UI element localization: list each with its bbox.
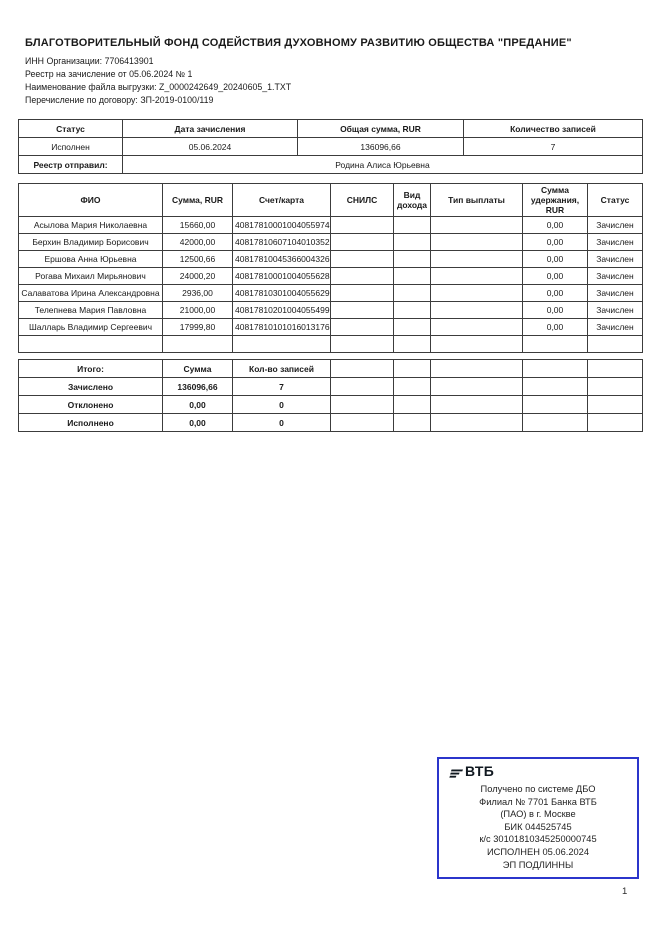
inn-line: ИНН Организации: 7706413901 (25, 56, 154, 66)
document-info-block (25, 55, 642, 107)
contract-line: Перечисление по договору: ЗП-2019-0100/119 (25, 95, 214, 105)
empty-cell (588, 336, 643, 353)
withholding-cell: 0,00 (523, 217, 588, 234)
withholding-cell: 0,00 (523, 319, 588, 336)
payout-type-cell (431, 268, 523, 285)
amount-cell: 17999,80 (163, 319, 233, 336)
register-header-withholding: Сумма удержания, RUR (523, 184, 588, 217)
status-cell: Зачислен (588, 302, 643, 319)
snils-cell (331, 302, 394, 319)
income-type-cell (394, 268, 431, 285)
empty-cell (331, 414, 394, 432)
fio-cell: Салаватова Ирина Александровна (19, 285, 163, 302)
register-row (19, 319, 643, 336)
empty-cell (523, 378, 588, 396)
empty-cell (523, 336, 588, 353)
empty-cell (163, 336, 233, 353)
withholding-cell: 0,00 (523, 285, 588, 302)
register-row (19, 285, 643, 302)
empty-cell (394, 414, 431, 432)
stamp-line-city: (ПАО) в г. Москве (500, 809, 576, 820)
register-row (19, 302, 643, 319)
vtb-bank-stamp (437, 757, 639, 879)
status-cell: Зачислен (588, 319, 643, 336)
amount-cell: 21000,00 (163, 302, 233, 319)
vtb-logo (448, 764, 633, 781)
totals-table (18, 359, 643, 432)
totals-row-rejected (19, 396, 643, 414)
totals-label: Отклонено (19, 396, 163, 414)
account-cell: 40817810201004055499 (233, 302, 331, 319)
summary-status-value: Исполнен (19, 138, 123, 156)
stamp-line-bik: БИК 044525745 (504, 821, 572, 832)
empty-cell (588, 414, 643, 432)
payout-type-cell (431, 285, 523, 302)
stamp-line-signature: ЭП ПОДЛИННЫ (502, 859, 574, 870)
payout-type-cell (431, 217, 523, 234)
stamp-line-corr-account: к/с 30101810345250000745 (479, 834, 597, 845)
summary-header-total-sum: Общая сумма, RUR (298, 120, 464, 138)
empty-cell (394, 396, 431, 414)
totals-amount: 0,00 (163, 396, 233, 414)
payout-type-cell (431, 251, 523, 268)
totals-header-label: Итого: (19, 360, 163, 378)
register-header-payout-type: Тип выплаты (431, 184, 523, 217)
empty-cell (331, 378, 394, 396)
totals-count: 0 (233, 396, 331, 414)
totals-count: 0 (233, 414, 331, 432)
withholding-cell: 0,00 (523, 302, 588, 319)
totals-header-amount: Сумма (163, 360, 233, 378)
status-cell: Зачислен (588, 234, 643, 251)
fio-cell: Телепнева Мария Павловна (19, 302, 163, 319)
empty-cell (331, 336, 394, 353)
register-table (18, 183, 643, 353)
amount-cell: 24000,20 (163, 268, 233, 285)
totals-count: 7 (233, 378, 331, 396)
summary-sender-label: Реестр отправил: (19, 156, 123, 174)
income-type-cell (394, 285, 431, 302)
payout-type-cell (431, 319, 523, 336)
summary-record-count-value: 7 (464, 138, 643, 156)
account-cell: 40817810045366004326 (233, 251, 331, 268)
income-type-cell (394, 217, 431, 234)
register-header-row (19, 184, 643, 217)
summary-header-status: Статус (19, 120, 123, 138)
empty-cell (431, 360, 523, 378)
totals-row-credited (19, 378, 643, 396)
registry-line: Реестр на зачисление от 05.06.2024 № 1 (25, 69, 193, 79)
summary-date-value: 05.06.2024 (123, 138, 298, 156)
stamp-line-branch: Филиал № 7701 Банка ВТБ (479, 796, 597, 807)
payout-type-cell (431, 234, 523, 251)
register-header-income-type: Вид дохода (394, 184, 431, 217)
register-header-amount: Сумма, RUR (163, 184, 233, 217)
register-header-status: Статус (588, 184, 643, 217)
empty-cell (394, 360, 431, 378)
summary-value-row (19, 138, 643, 156)
account-cell: 40817810101016013176 (233, 319, 331, 336)
income-type-cell (394, 234, 431, 251)
empty-cell (523, 414, 588, 432)
account-cell: 40817810001004055974 (233, 217, 331, 234)
totals-amount: 136096,66 (163, 378, 233, 396)
register-header-account: Счет/карта (233, 184, 331, 217)
status-cell: Зачислен (588, 251, 643, 268)
withholding-cell: 0,00 (523, 251, 588, 268)
stamp-text-block (443, 783, 633, 871)
snils-cell (331, 285, 394, 302)
stamp-line-received: Получено по системе ДБО (480, 784, 596, 794)
page-number: 1 (622, 886, 628, 897)
empty-cell (394, 336, 431, 353)
amount-cell: 2936,00 (163, 285, 233, 302)
totals-header-count: Кол-во записей (233, 360, 331, 378)
fio-cell: Рогава Михаил Мирьянович (19, 268, 163, 285)
register-empty-row (19, 336, 643, 353)
summary-sender-value: Родина Алиса Юрьевна (123, 156, 643, 174)
amount-cell: 12500,66 (163, 251, 233, 268)
summary-header-record-count: Количество записей (464, 120, 643, 138)
empty-cell (588, 396, 643, 414)
totals-row-executed (19, 414, 643, 432)
register-header-snils: СНИЛС (331, 184, 394, 217)
document-content (0, 0, 660, 432)
summary-sender-row (19, 156, 643, 174)
summary-header-row (19, 120, 643, 138)
empty-cell (233, 336, 331, 353)
snils-cell (331, 234, 394, 251)
totals-amount: 0,00 (163, 414, 233, 432)
snils-cell (331, 217, 394, 234)
empty-cell (523, 360, 588, 378)
register-row (19, 217, 643, 234)
page-title: БЛАГОТВОРИТЕЛЬНЫЙ ФОНД СОДЕЙСТВИЯ ДУХОВНОМУ РАЗВИТИЮ ОБЩЕСТВА "ПРЕДАНИЕ" (25, 37, 572, 49)
fio-cell: Шалларь Владимир Сергеевич (19, 319, 163, 336)
payout-type-cell (431, 302, 523, 319)
empty-cell (431, 378, 523, 396)
totals-label: Зачислено (19, 378, 163, 396)
account-cell: 40817810607104010352 (233, 234, 331, 251)
withholding-cell: 0,00 (523, 234, 588, 251)
status-cell: Зачислен (588, 217, 643, 234)
register-header-fio: ФИО (19, 184, 163, 217)
income-type-cell (394, 251, 431, 268)
amount-cell: 15660,00 (163, 217, 233, 234)
withholding-cell: 0,00 (523, 268, 588, 285)
status-cell: Зачислен (588, 268, 643, 285)
summary-total-sum-value: 136096,66 (298, 138, 464, 156)
account-cell: 40817810001004055628 (233, 268, 331, 285)
totals-header-row (19, 360, 643, 378)
vtb-stripes-icon (448, 766, 463, 784)
empty-cell (331, 360, 394, 378)
totals-label: Исполнено (19, 414, 163, 432)
empty-cell (431, 396, 523, 414)
status-cell: Зачислен (588, 285, 643, 302)
empty-cell (431, 414, 523, 432)
fio-cell: Асылова Мария Николаевна (19, 217, 163, 234)
empty-cell (523, 396, 588, 414)
income-type-cell (394, 319, 431, 336)
summary-table (18, 119, 643, 174)
snils-cell (331, 251, 394, 268)
stamp-line-executed: ИСПОЛНЕН 05.06.2024 (486, 846, 590, 857)
snils-cell (331, 319, 394, 336)
empty-cell (394, 378, 431, 396)
income-type-cell (394, 302, 431, 319)
empty-cell (588, 378, 643, 396)
empty-cell (588, 360, 643, 378)
register-row (19, 234, 643, 251)
snils-cell (331, 268, 394, 285)
fio-cell: Ершова Анна Юрьевна (19, 251, 163, 268)
export-file-line: Наименование файла выгрузки: Z_0000242649_20240605_1.TXT (25, 82, 292, 92)
empty-cell (431, 336, 523, 353)
fio-cell: Берхин Владимир Борисович (19, 234, 163, 251)
amount-cell: 42000,00 (163, 234, 233, 251)
register-row (19, 268, 643, 285)
summary-header-date: Дата зачисления (123, 120, 298, 138)
account-cell: 40817810301004055629 (233, 285, 331, 302)
register-row (19, 251, 643, 268)
vtb-logo-text: ВТБ (465, 763, 495, 779)
empty-cell (19, 336, 163, 353)
empty-cell (331, 396, 394, 414)
